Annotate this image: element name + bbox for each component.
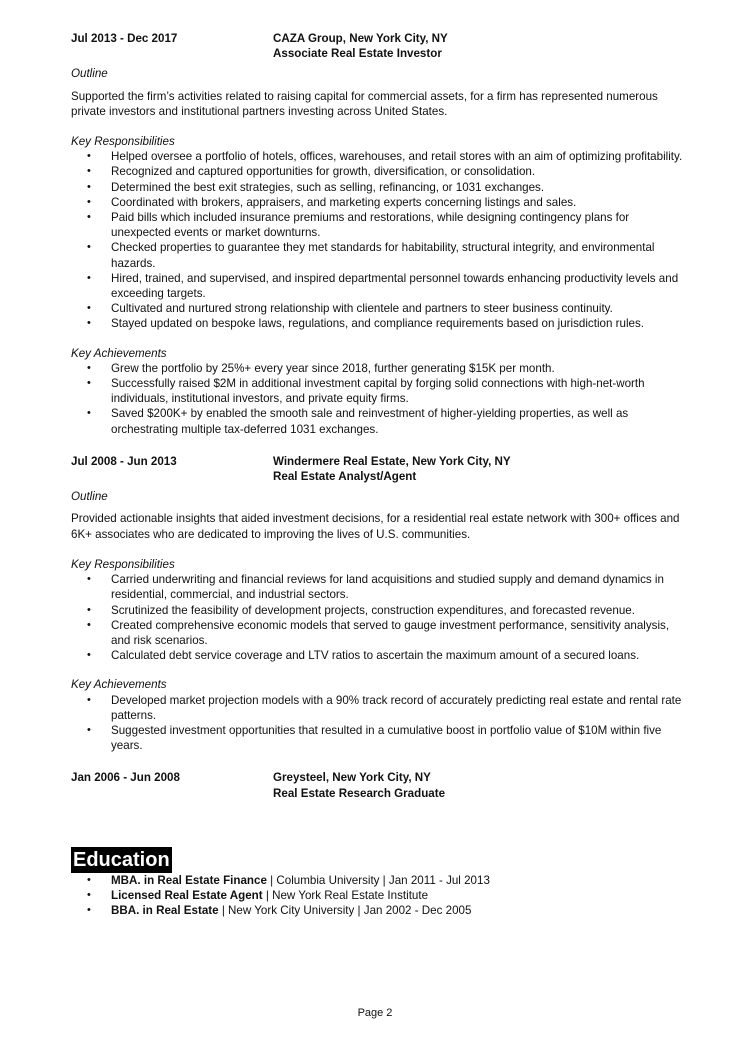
job-header xyxy=(71,454,683,484)
job-title: Real Estate Analyst/Agent xyxy=(273,470,417,484)
responsibilities-label: Key Responsibilities xyxy=(71,557,175,571)
responsibilities-label: Key Responsibilities xyxy=(71,135,175,149)
education-section xyxy=(71,818,683,919)
list-item: • Created comprehensive economic models that served to gauge investment performance, sensitivity analysis, and risk scenarios. xyxy=(71,618,683,648)
education-degree: BBA. in Real Estate xyxy=(111,904,219,918)
list-item: • Suggested investment opportunities that resulted in a cumulative boost in portfolio value of $10M within five years. xyxy=(71,723,683,753)
outline-label: Outline xyxy=(71,67,108,81)
education-degree: MBA. in Real Estate Finance xyxy=(111,873,267,887)
list-item: • Cultivated and nurtured strong relationship with clientele and partners to steer business continuity. xyxy=(71,301,683,316)
job-title: Associate Real Estate Investor xyxy=(273,47,442,61)
job-dates: Jul 2013 - Dec 2017 xyxy=(71,32,178,45)
education-item xyxy=(71,888,683,903)
responsibilities-list xyxy=(71,149,683,331)
list-item: • Hired, trained, and supervised, and inspired departmental personnel towards enhancing productivity levels and exceeding targets. xyxy=(71,271,683,301)
achievements-list xyxy=(71,361,683,437)
education-list xyxy=(71,873,683,919)
education-item xyxy=(71,903,683,918)
outline-text: Provided actionable insights that aided investment decisions, for a residential real estate network with 300+ offices and 6K+ associates who are dedicated to improving the lives of U.S. communities. xyxy=(71,512,680,541)
list-item: • Stayed updated on bespoke laws, regulations, and compliance requirements based on jurisdiction rules. xyxy=(71,316,683,331)
education-detail: | Columbia University | Jan 2011 - Jul 2013 xyxy=(266,873,490,887)
job-info xyxy=(273,454,511,484)
job-entry-greysteel xyxy=(71,770,683,800)
list-item: • Successfully raised $2M in additional investment capital by forging solid connections with high-net-worth individuals, institutional investors, and private equity firms. xyxy=(71,376,683,406)
job-dates: Jul 2008 - Jun 2013 xyxy=(71,454,177,468)
job-company: Windermere Real Estate, New York City, NY xyxy=(273,454,511,468)
job-info xyxy=(273,31,448,61)
achievements-label: Key Achievements xyxy=(71,346,167,360)
list-item: • Grew the portfolio by 25%+ every year since 2018, further generating $15K per month. xyxy=(71,361,683,376)
education-detail: | New York City University | Jan 2002 - Dec 2005 xyxy=(218,904,472,918)
resume-page xyxy=(71,31,683,918)
education-degree: Licensed Real Estate Agent xyxy=(111,888,263,902)
list-item: • Carried underwriting and financial reviews for land acquisitions and studied supply and demand dynamics in residential, commercial, and industrial sectors. xyxy=(71,572,683,602)
job-entry-windermere xyxy=(71,454,683,753)
education-item xyxy=(71,873,683,888)
job-company: CAZA Group, New York City, NY xyxy=(273,32,448,45)
outline-text: Supported the firm’s activities related to raising capital for commercial assets, for a firm has represented numerous private investors and institutional partners investing across United States. xyxy=(71,89,658,118)
outline-label: Outline xyxy=(71,490,108,504)
education-detail: | New York Real Estate Institute xyxy=(262,888,429,902)
job-company: Greysteel, New York City, NY xyxy=(273,771,431,785)
list-item: • Coordinated with brokers, appraisers, and marketing experts concerning listings and sales. xyxy=(71,195,683,210)
job-header xyxy=(71,770,683,800)
education-heading: Education xyxy=(73,848,170,871)
job-dates: Jan 2006 - Jun 2008 xyxy=(71,771,180,785)
list-item: • Scrutinized the feasibility of development projects, construction expenditures, and forecasted revenue. xyxy=(71,603,683,618)
list-item: • Saved $200K+ by enabled the smooth sale and reinvestment of higher-yielding properties, as well as orchestrating multiple tax-deferred 1031 exchanges. xyxy=(71,406,683,436)
list-item: • Developed market projection models with a 90% track record of accurately predicting real estate and rental rate patterns. xyxy=(71,693,683,723)
job-title: Real Estate Research Graduate xyxy=(273,786,446,800)
list-item: • Paid bills which included insurance premiums and restorations, while designing contingency plans for unexpected events or market downturns. xyxy=(71,210,683,240)
achievements-list xyxy=(71,693,683,754)
job-info xyxy=(273,770,445,800)
job-entry-caza xyxy=(71,31,683,437)
achievements-label: Key Achievements xyxy=(71,678,167,692)
list-item: • Helped oversee a portfolio of hotels, offices, warehouses, and retail stores with an aim of optimizing profitability. xyxy=(71,149,683,164)
list-item: • Determined the best exit strategies, such as selling, refinancing, or 1031 exchanges. xyxy=(71,180,683,195)
list-item: • Recognized and captured opportunities for growth, diversification, or consolidation. xyxy=(71,164,683,179)
list-item: • Checked properties to guarantee they met standards for habitability, structural integrity, and environmental hazards. xyxy=(71,240,683,270)
page-number: Page 2 xyxy=(357,1007,393,1019)
responsibilities-list xyxy=(71,572,683,663)
list-item: • Calculated debt service coverage and LTV ratios to ascertain the maximum amount of a secured loans. xyxy=(71,648,683,663)
job-header xyxy=(71,31,683,61)
